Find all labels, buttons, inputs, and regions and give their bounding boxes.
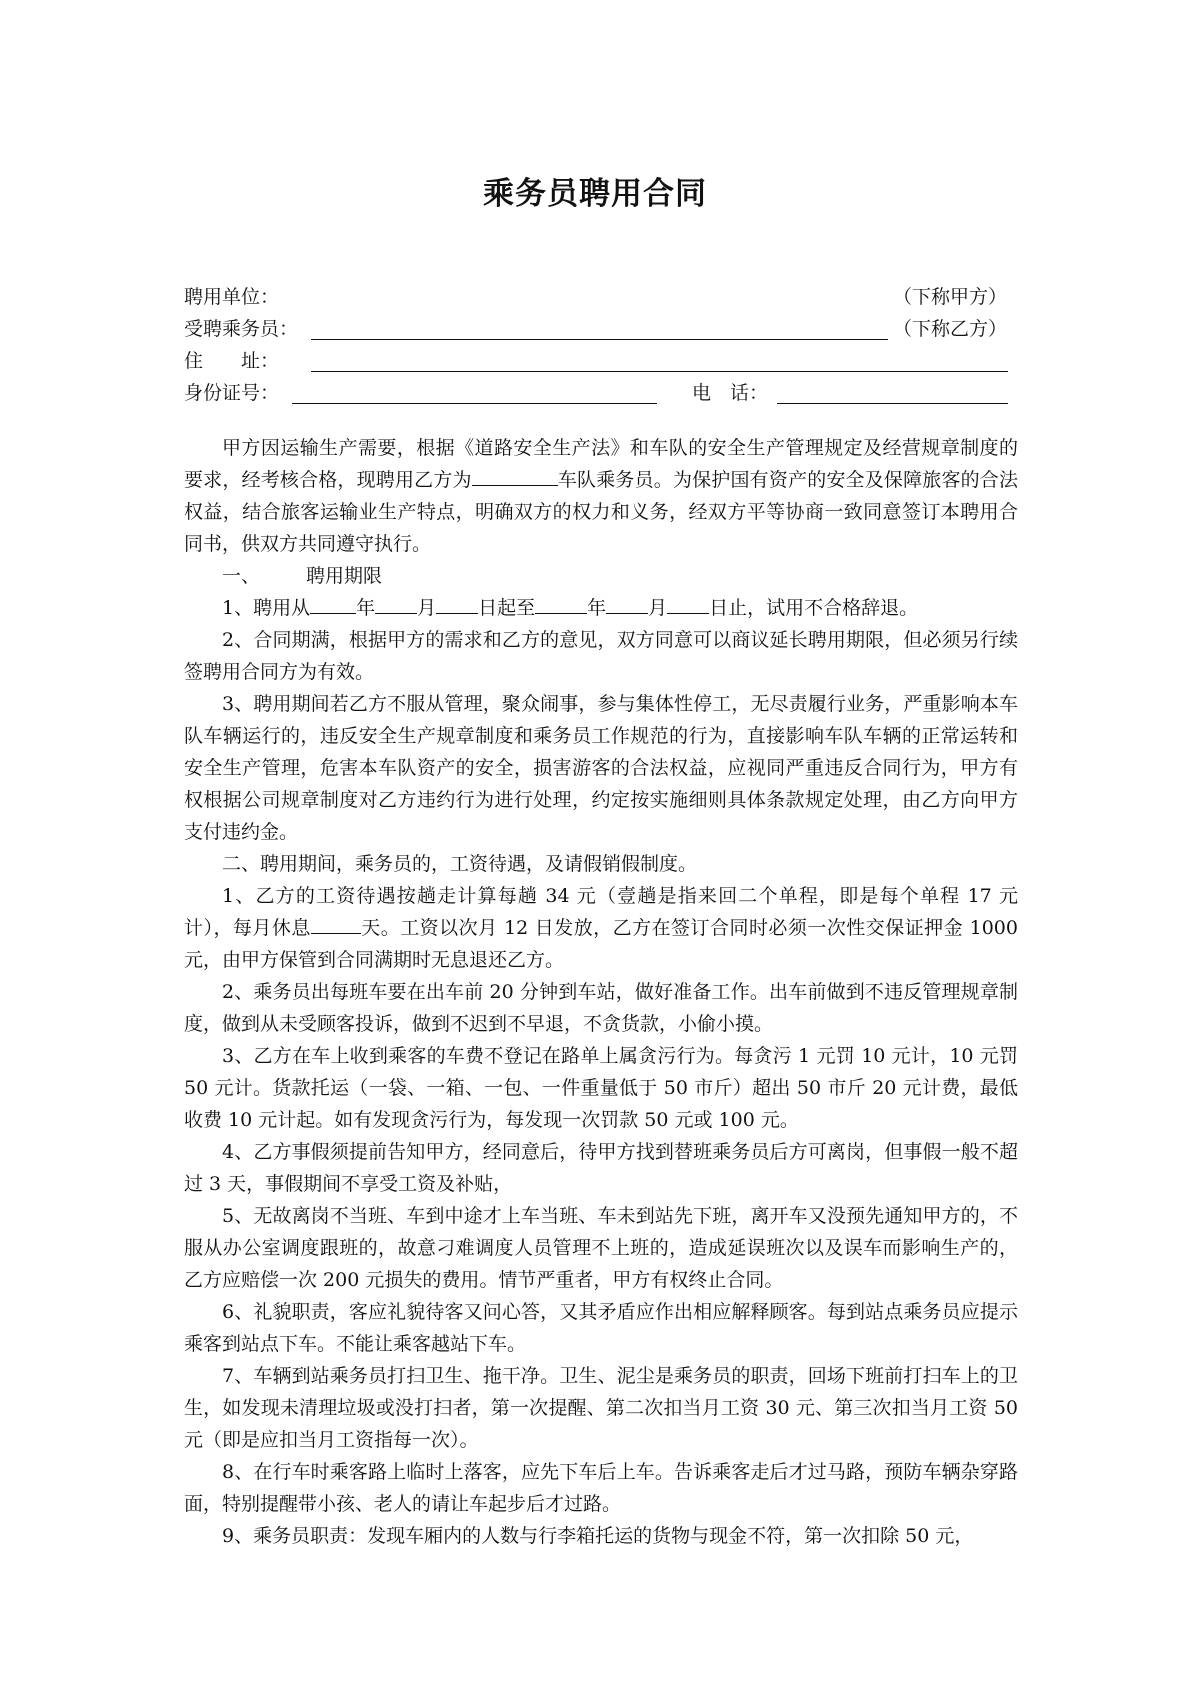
item-3-paragraph: 3、乙方在车上收到乘客的车费不登记在路单上属贪污行为。每贪污 1 元罚 10 元计，10 元罚 50 元计。货款托运（一袋、一箱、一包、一件重量低于 50 市斤）超出 50 市斤 20 元计费，最低收费 10 元计起。如有发现贪污行为，每发现一次罚款 50 元或 100 元。 xyxy=(184,1045,1018,1131)
item-1-text-b: 天。工资以次月 12 日发放，乙方在签订合同时必须一次性交保证押金 1000 元，由甲方保管到合同满期时无息退还乙方。 xyxy=(184,917,1018,971)
term-1-day-to-label: 日止，试用不合格辞退。 xyxy=(709,597,919,619)
item-2-paragraph: 2、乘务员出每班车要在出车前 20 分钟到车站，做好准备工作。出车前做到不违反管理规章制度，做到从未受顾客投诉，做到不迟到不早退，不贪货款，小偷小摸。 xyxy=(184,981,1018,1035)
term-1-year-label: 年 xyxy=(356,597,376,619)
employee-name-field[interactable] xyxy=(311,339,888,340)
item-4-paragraph: 4、乙方事假须提前告知甲方，经同意后，待甲方找到替班乘务员后方可离岗，但事假一般不超过 3 天，事假期间不享受工资及补贴， xyxy=(184,1141,1018,1195)
item-7-paragraph: 7、车辆到站乘务员打扫卫生、拖干净。卫生、泥尘是乘务员的职责，回场下班前打扫车上的卫生，如发现未清理垃圾或没打扫者，第一次提醒、第二次扣当月工资 30 元、第三次扣当月工资 50 元（即是应扣当月工资指每一次）。 xyxy=(184,1365,1018,1451)
section-1-number: 一、 xyxy=(222,565,261,587)
item-8-paragraph: 8、在行车时乘客路上临时上落客，应先下车后上车。告诉乘客走后才过马路，预防车辆杂穿路面，特别提醒带小孩、老人的请让车起步后才过路。 xyxy=(184,1461,1018,1515)
item-1-text-a: 1、乙方的工资待遇按趟走计算每趟 34 元（壹趟是指来回二个单程，即是每个单程 17 元计），每月休息 xyxy=(184,885,1018,939)
end-day-field[interactable] xyxy=(667,593,709,614)
employer-label: 聘用单位： xyxy=(184,286,280,308)
employer-suffix: （下称甲方） xyxy=(893,286,1008,308)
phone-label: 电 话： xyxy=(692,382,769,404)
team-name-field[interactable] xyxy=(472,465,558,486)
section-1-title: 聘用期限 xyxy=(306,565,383,587)
item-5-paragraph: 5、无故离岗不当班、车到中途才上车当班、车未到站先下班，离开车又没预先通知甲方的，不服从办公室调度跟班的，故意刁难调度人员管理不上班的，造成延误班次以及误车而影响生产的，乙方应赔偿一次 200 元损失的费用。情节严重者，甲方有权终止合同。 xyxy=(184,1205,1018,1291)
term-1-day-from-label: 日起至 xyxy=(478,597,536,619)
address-label: 住 址： xyxy=(184,350,280,372)
section-1-heading xyxy=(184,560,1018,592)
address-field[interactable] xyxy=(311,371,1008,372)
intro-text-b: 车队乘务员。为保护国有资产的安全及保障旅客的合法权益，结合旅客运输业生产特点，明确双方的权力和义务，经双方平等协商一致同意签订本聘用合同书，供双方共同遵守执行。 xyxy=(184,469,1018,555)
rest-days-field[interactable] xyxy=(311,913,361,934)
end-year-field[interactable] xyxy=(535,593,587,614)
employee-suffix: （下称乙方） xyxy=(893,318,1008,340)
item-1-paragraph xyxy=(184,880,1018,976)
intro-paragraph xyxy=(184,432,1018,560)
contract-body xyxy=(184,432,1018,1552)
term-1-month2-label: 月 xyxy=(648,597,668,619)
document-title: 乘务员聘用合同 xyxy=(483,176,707,212)
term-3-paragraph: 3、聘用期间若乙方不服从管理，聚众闹事，参与集体性停工，无尽责履行业务，严重影响本车队车辆运行的，违反安全生产规章制度和乘务员工作规范的行为，直接影响车队车辆的正常运转和安全生产管理，危害本车队资产的安全，损害游客的合法权益，应视同严重违反合同行为，甲方有权根据公司规章制度对乙方违约行为进行处理，约定按实施细则具体条款规定处理，由乙方向甲方支付违约金。 xyxy=(184,693,1018,843)
item-6-paragraph: 6、礼貌职责，客应礼貌待客又问心答，又其矛盾应作出相应解释顾客。每到站点乘务员应提示乘客到站点下车。不能让乘客越站下车。 xyxy=(184,1301,1018,1355)
term-1-month-label: 月 xyxy=(417,597,437,619)
id-number-label: 身份证号： xyxy=(184,382,280,404)
end-month-field[interactable] xyxy=(606,593,648,614)
start-day-field[interactable] xyxy=(436,593,478,614)
start-year-field[interactable] xyxy=(310,593,356,614)
phone-field[interactable] xyxy=(777,403,1008,404)
item-9-paragraph: 9、乘务员职责：发现车厢内的人数与行李箱托运的货物与现金不符，第一次扣除 50 元， xyxy=(222,1525,974,1547)
start-month-field[interactable] xyxy=(375,593,417,614)
intro-text-a: 甲方因运输生产需要，根据《道路安全生产法》和车队的安全生产管理规定及经营规章制度的要求，经考核合格，现聘用乙方为 xyxy=(184,437,1018,491)
term-2-paragraph: 2、合同期满，根据甲方的需求和乙方的意见，双方同意可以商议延长聘用期限，但必须另行续签聘用合同方为有效。 xyxy=(184,629,1018,683)
employee-label: 受聘乘务员： xyxy=(184,318,299,340)
id-number-field[interactable] xyxy=(292,403,657,404)
term-1-year2-label: 年 xyxy=(587,597,607,619)
section-2-heading: 二、聘用期间，乘务员的，工资待遇，及请假销假制度。 xyxy=(222,853,698,875)
term-1-text-a: 1、聘用从 xyxy=(222,597,311,619)
term-1-paragraph xyxy=(184,592,1018,624)
